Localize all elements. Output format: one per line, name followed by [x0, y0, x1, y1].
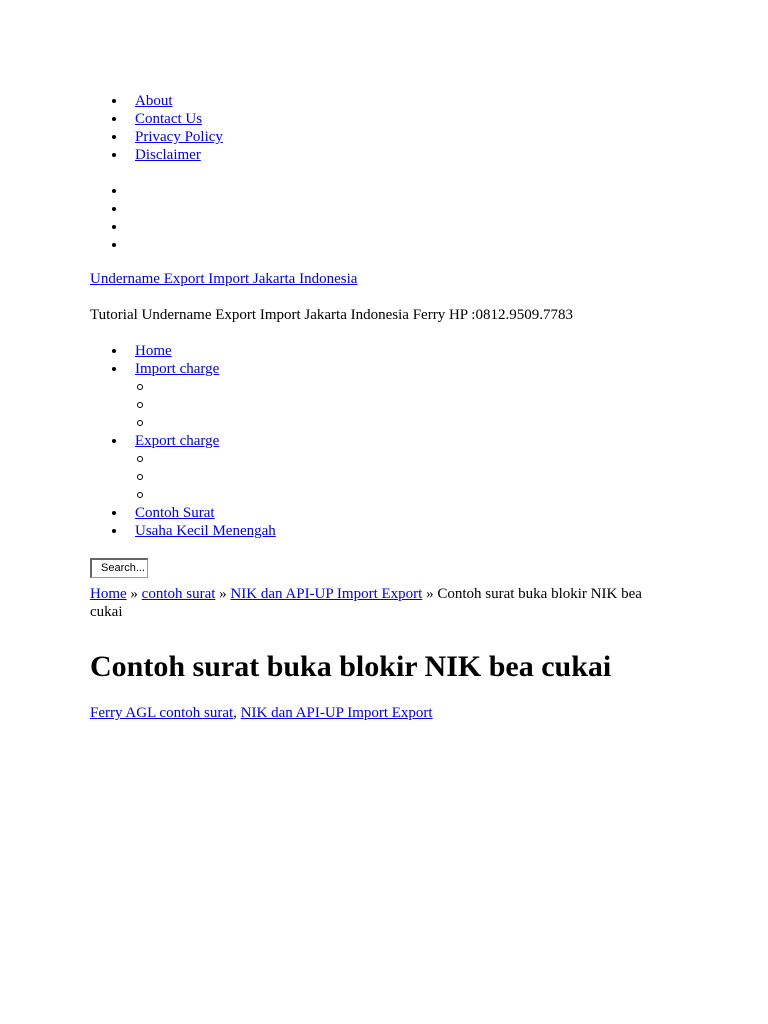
main-nav — [90, 342, 678, 540]
breadcrumb-contoh-surat-link[interactable]: contoh surat — [141, 586, 216, 602]
home-link[interactable]: Home — [135, 343, 172, 359]
breadcrumb-nik-link[interactable]: NIK dan API-UP Import Export — [230, 586, 423, 602]
breadcrumb-separator: » — [219, 586, 227, 602]
social-item-empty — [135, 218, 678, 236]
top-menu — [90, 92, 678, 164]
privacy-policy-link[interactable]: Privacy Policy — [135, 129, 223, 145]
about-link[interactable]: About — [135, 93, 173, 109]
import-charge-submenu — [135, 378, 678, 432]
top-menu-item-disclaimer — [135, 146, 678, 164]
disclaimer-link[interactable]: Disclaimer — [135, 147, 201, 163]
social-item-empty — [135, 200, 678, 218]
search-row — [90, 558, 678, 581]
post-title: Contoh surat buka blokir NIK bea cukai — [90, 650, 612, 683]
top-menu-item-privacy — [135, 128, 678, 146]
social-item-empty — [135, 236, 678, 254]
breadcrumb — [90, 585, 660, 621]
post-categories — [90, 704, 678, 722]
export-charge-submenu — [135, 450, 678, 504]
submenu-item-empty — [161, 486, 678, 504]
contact-us-link[interactable]: Contact Us — [135, 111, 203, 127]
breadcrumb-current: Contoh surat buka blokir NIK bea cukai — [90, 586, 642, 620]
breadcrumb-separator: » — [130, 586, 138, 602]
submenu-item-empty — [161, 378, 678, 396]
submenu-item-empty — [161, 450, 678, 468]
import-charge-link[interactable]: Import charge — [135, 361, 220, 377]
submenu-item-empty — [161, 396, 678, 414]
top-menu-item-about — [135, 92, 678, 110]
social-menu — [90, 182, 678, 254]
nav-item-ukm — [135, 522, 678, 540]
nav-item-home — [135, 342, 678, 360]
contoh-surat-link[interactable]: Contoh Surat — [135, 505, 215, 521]
social-item-empty — [135, 182, 678, 200]
export-charge-link[interactable]: Export charge — [135, 433, 220, 449]
nav-item-contoh-surat — [135, 504, 678, 522]
category-ferry-agl-link[interactable]: Ferry AGL contoh surat — [90, 705, 234, 721]
site-tagline: Tutorial Undername Export Import Jakarta Indonesia Ferry HP :0812.9509.7783 — [90, 307, 573, 323]
category-nik-link[interactable]: NIK dan API-UP Import Export — [240, 705, 433, 721]
site-title-row — [90, 270, 678, 288]
submenu-item-empty — [161, 414, 678, 432]
search-input[interactable]: Search... — [90, 558, 148, 578]
category-separator: , — [233, 705, 237, 721]
breadcrumb-separator: » — [426, 586, 434, 602]
spacer — [90, 164, 678, 182]
usaha-kecil-menengah-link[interactable]: Usaha Kecil Menengah — [135, 523, 276, 539]
submenu-item-empty — [161, 468, 678, 486]
nav-item-import-charge — [135, 360, 678, 432]
nav-item-export-charge — [135, 432, 678, 504]
top-menu-item-contact — [135, 110, 678, 128]
site-title-link[interactable]: Undername Export Import Jakarta Indonesia — [90, 271, 358, 287]
breadcrumb-home-link[interactable]: Home — [90, 586, 127, 602]
